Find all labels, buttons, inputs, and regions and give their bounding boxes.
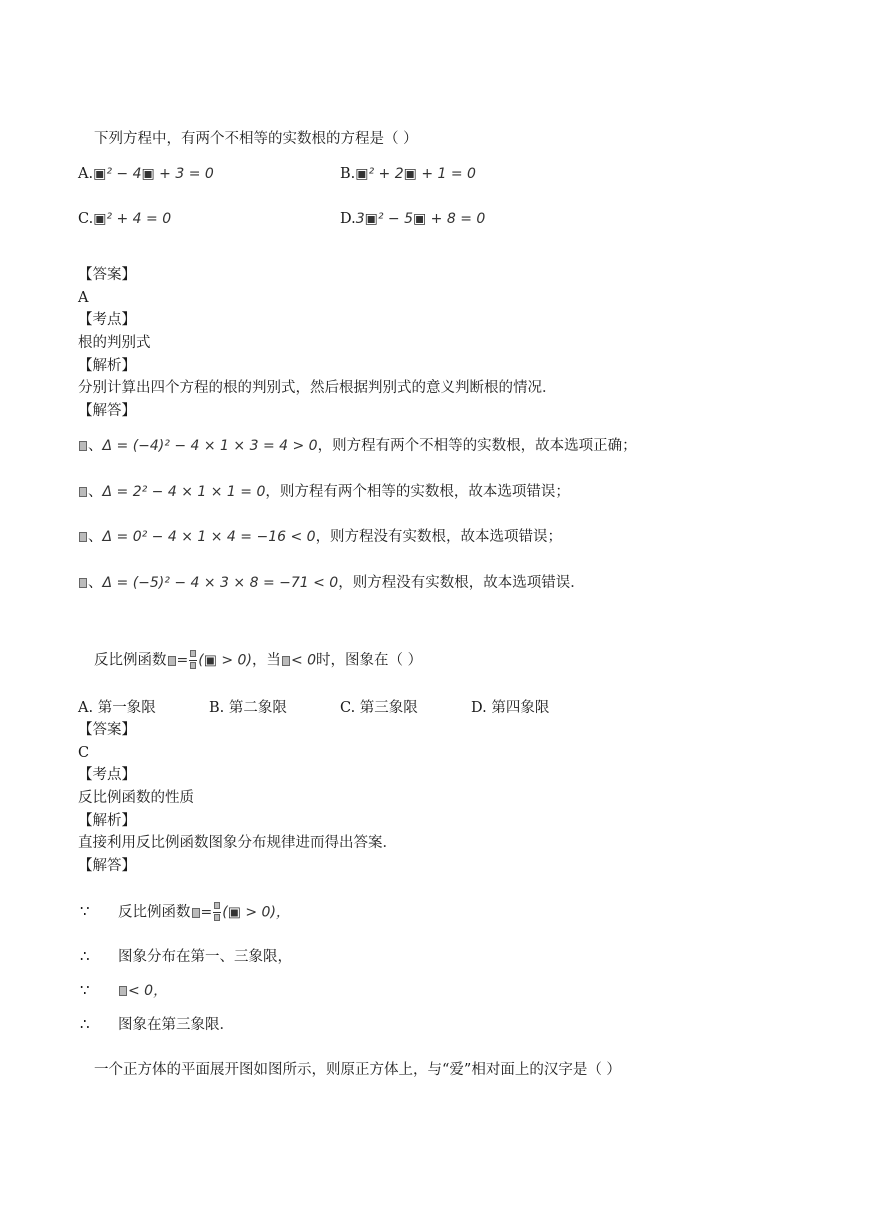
step-math: Δ = 0² − 4 × 1 × 4 = −16 < 0 [102, 529, 316, 545]
option-equation: ▣² − 4▣ + 3 = 0 [93, 166, 214, 182]
q2-step-1: 反比例函数 = (▣ > 0)， [118, 902, 290, 923]
option-equation: ▣² + 4 = 0 [93, 211, 172, 227]
step-text: ，则方程没有实数根，故本选项错误； [315, 529, 563, 545]
q1-option-a[interactable] [78, 164, 214, 184]
q2-jiexi-header: 【解析】 [78, 813, 136, 829]
placeholder-glyph [168, 656, 176, 666]
therefore-symbol: ∴ [80, 1015, 90, 1033]
stem-text: 时，图象在（ ） [316, 652, 423, 669]
placeholder-glyph [192, 908, 200, 918]
q1-kaodian: 根的判别式 [78, 335, 151, 351]
step-text: ，则方程有两个相等的实数根，故本选项错误； [265, 484, 570, 500]
placeholder-glyph [119, 986, 127, 996]
step-math: Δ = 2² − 4 × 1 × 1 = 0 [102, 484, 266, 500]
option-equation: 3▣² − 5▣ + 8 = 0 [355, 211, 486, 227]
placeholder-glyph [282, 656, 290, 666]
q2-step-4: 图象在第三象限． [118, 1017, 234, 1033]
placeholder-glyph [79, 487, 87, 497]
step-condition: (▣ > 0)， [222, 904, 290, 921]
stem-text: ，当 [251, 652, 281, 669]
placeholder-glyph [79, 441, 87, 451]
placeholder-glyph [79, 578, 87, 588]
q1-option-c[interactable] [78, 209, 171, 229]
step-text: ，则方程有两个不相等的实数根，故本选项正确； [317, 438, 637, 454]
q3-stem: 一个正方体的平面展开图如图所示，则原正方体上，与“爱”相对面上的汉字是（ ） [94, 1062, 621, 1078]
q1-stem: 下列方程中，有两个不相等的实数根的方程是（ ） [94, 131, 418, 147]
q1-step-d: 、Δ = (−5)² − 4 × 3 × 8 = −71 < 0，则方程没有实数根，故本选项错误． [78, 573, 585, 593]
step-math: Δ = (−4)² − 4 × 1 × 3 = 4 > 0 [102, 438, 318, 454]
q2-kaodian-header: 【考点】 [78, 767, 136, 783]
q1-step-b: 、Δ = 2² − 4 × 1 × 1 = 0，则方程有两个相等的实数根，故本选项错误； [78, 482, 570, 502]
q1-jiexi-header: 【解析】 [78, 358, 136, 374]
option-label: A. [78, 166, 94, 182]
q1-jiexi: 分别计算出四个方程的根的判别式，然后根据判别式的意义判断根的情况． [78, 380, 557, 396]
q2-stem: 反比例函数 = (▣ > 0)，当 < 0时，图象在（ ） [94, 650, 422, 671]
placeholder-glyph [79, 532, 87, 542]
because-symbol: ∵ [80, 902, 90, 920]
stem-condition: (▣ > 0) [198, 652, 252, 669]
option-label: B. [340, 166, 356, 182]
q2-option-c[interactable]: C. 第三象限 [340, 700, 418, 716]
option-equation: ▣² + 2▣ + 1 = 0 [355, 166, 476, 182]
fraction [189, 650, 197, 671]
step-text: 反比例函数 [118, 904, 191, 921]
q1-option-b[interactable] [340, 164, 476, 184]
q2-answer: C [78, 745, 90, 761]
q1-answer: A [78, 290, 89, 306]
q2-kaodian: 反比例函数的性质 [78, 790, 194, 806]
q1-kaodian-header: 【考点】 [78, 312, 136, 328]
q2-option-d[interactable]: D. 第四象限 [471, 700, 550, 716]
q1-option-d[interactable] [340, 209, 485, 229]
q1-answer-header: 【答案】 [78, 267, 136, 283]
because-symbol: ∵ [80, 981, 90, 999]
stem-text: 反比例函数 [94, 652, 167, 669]
q1-step-a: 、Δ = (−4)² − 4 × 1 × 3 = 4 > 0，则方程有两个不相等的实数根，故本选项正确； [78, 436, 637, 456]
stem-condition-2: < 0 [290, 652, 317, 669]
q2-jiexi: 直接利用反比例函数图象分布规律进而得出答案． [78, 835, 397, 851]
q2-answer-header: 【答案】 [78, 722, 136, 738]
q1-step-c: 、Δ = 0² − 4 × 1 × 4 = −16 < 0，则方程没有实数根，故本选项错误； [78, 527, 562, 547]
q2-step-3 [118, 981, 167, 1001]
therefore-symbol: ∴ [80, 947, 90, 965]
fraction [213, 902, 221, 923]
q2-option-b[interactable]: B. 第二象限 [209, 700, 287, 716]
step-math: < 0， [128, 983, 168, 999]
step-text: ，则方程没有实数根，故本选项错误． [338, 575, 585, 591]
step-math: Δ = (−5)² − 4 × 3 × 8 = −71 < 0 [102, 575, 339, 591]
q2-step-2: 图象分布在第一、三象限， [118, 949, 292, 965]
q2-option-a[interactable]: A. 第一象限 [78, 700, 156, 716]
option-label: D. [340, 211, 356, 227]
q1-jieda-header: 【解答】 [78, 403, 136, 419]
q2-jieda-header: 【解答】 [78, 858, 136, 874]
option-label: C. [78, 211, 94, 227]
